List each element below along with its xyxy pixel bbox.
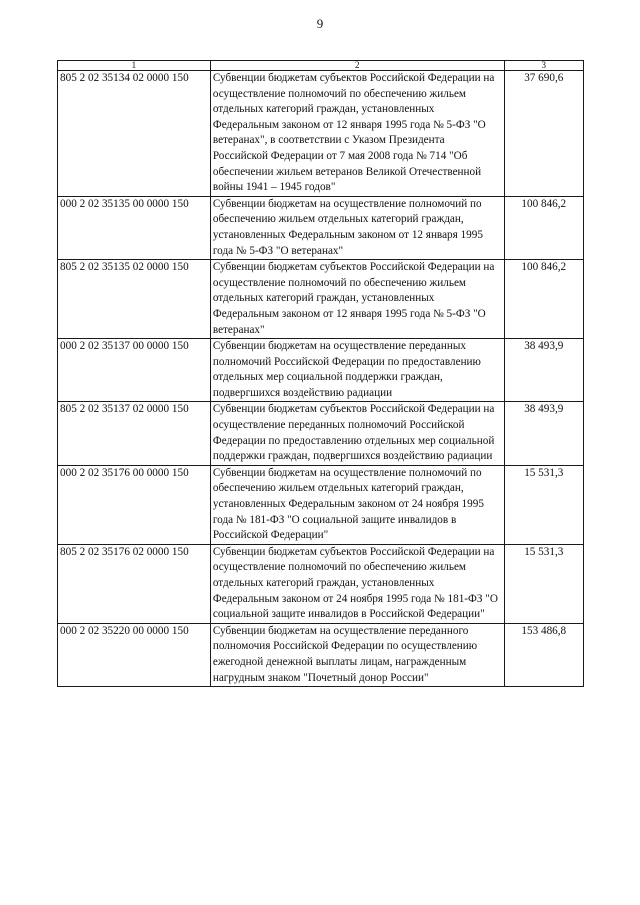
budget-code-cell: 805 2 02 35137 02 0000 150	[58, 402, 211, 465]
description-cell: Субвенции бюджетам на осуществление полномочий по обеспечению жильем отдельных категорий граждан, установленных Федеральным законом от 24 ноября 1995 года № 181-ФЗ "О социальной защите инвалидов в Российской Федерации"	[210, 465, 504, 544]
budget-code-cell: 000 2 02 35220 00 0000 150	[58, 623, 211, 686]
column-number-2: 2	[210, 61, 504, 71]
table-row	[58, 465, 584, 544]
description-cell: Субвенции бюджетам субъектов Российской Федерации на осуществление переданных полномочий Российской Федерации по предоставлению отдельных мер социальной поддержки граждан, подвергшихся воздействию радиации	[210, 402, 504, 465]
amount-cell: 100 846,2	[504, 260, 583, 339]
table-row	[58, 623, 584, 686]
amount-cell: 15 531,3	[504, 544, 583, 623]
budget-code-cell: 805 2 02 35134 02 0000 150	[58, 71, 211, 197]
budget-code-cell: 805 2 02 35135 02 0000 150	[58, 260, 211, 339]
amount-cell: 15 531,3	[504, 465, 583, 544]
amount-cell: 38 493,9	[504, 339, 583, 402]
budget-code-cell: 000 2 02 35135 00 0000 150	[58, 196, 211, 259]
description-cell: Субвенции бюджетам на осуществление переданного полномочия Российской Федерации по осуществлению ежегодной денежной выплаты лицам, награжденным нагрудным знаком "Почетный донор России"	[210, 623, 504, 686]
table-row	[58, 544, 584, 623]
budget-table	[57, 60, 584, 687]
description-cell: Субвенции бюджетам субъектов Российской Федерации на осуществление полномочий по обеспечению жильем отдельных категорий граждан, установленных Федеральным законом от 12 января 1995 года № 5-ФЗ "О ветеранах", в соответствии с Указом Президента Российской Федерации от 7 мая 2008 года № 714 "Об обеспечении жильем ветеранов Великой Отечественной войны 1941 – 1945 годов"	[210, 71, 504, 197]
amount-cell: 153 486,8	[504, 623, 583, 686]
amount-cell: 37 690,6	[504, 71, 583, 197]
amount-cell: 100 846,2	[504, 196, 583, 259]
description-cell: Субвенции бюджетам на осуществление переданных полномочий Российской Федерации по предоставлению отдельных мер социальной поддержки граждан, подвергшихся воздействию радиации	[210, 339, 504, 402]
budget-code-cell: 805 2 02 35176 02 0000 150	[58, 544, 211, 623]
column-number-3: 3	[504, 61, 583, 71]
budget-code-cell: 000 2 02 35137 00 0000 150	[58, 339, 211, 402]
table-row	[58, 196, 584, 259]
table-row	[58, 402, 584, 465]
amount-cell: 38 493,9	[504, 402, 583, 465]
description-cell: Субвенции бюджетам субъектов Российской Федерации на осуществление полномочий по обеспечению жильем отдельных категорий граждан, установленных Федеральным законом от 12 января 1995 года № 5-ФЗ "О ветеранах"	[210, 260, 504, 339]
table-row	[58, 339, 584, 402]
description-cell: Субвенции бюджетам субъектов Российской Федерации на осуществление полномочий по обеспечению жильем отдельных категорий граждан, установленных Федеральным законом от 24 ноября 1995 года № 181-ФЗ "О социальной защите инвалидов в Российской Федерации"	[210, 544, 504, 623]
column-number-1: 1	[58, 61, 211, 71]
description-cell: Субвенции бюджетам на осуществление полномочий по обеспечению жильем отдельных категорий граждан, установленных Федеральным законом от 12 января 1995 года № 5-ФЗ "О ветеранах"	[210, 196, 504, 259]
table-row	[58, 260, 584, 339]
table-header-row	[58, 61, 584, 71]
budget-code-cell: 000 2 02 35176 00 0000 150	[58, 465, 211, 544]
table-row	[58, 71, 584, 197]
page-number: 9	[316, 16, 324, 31]
